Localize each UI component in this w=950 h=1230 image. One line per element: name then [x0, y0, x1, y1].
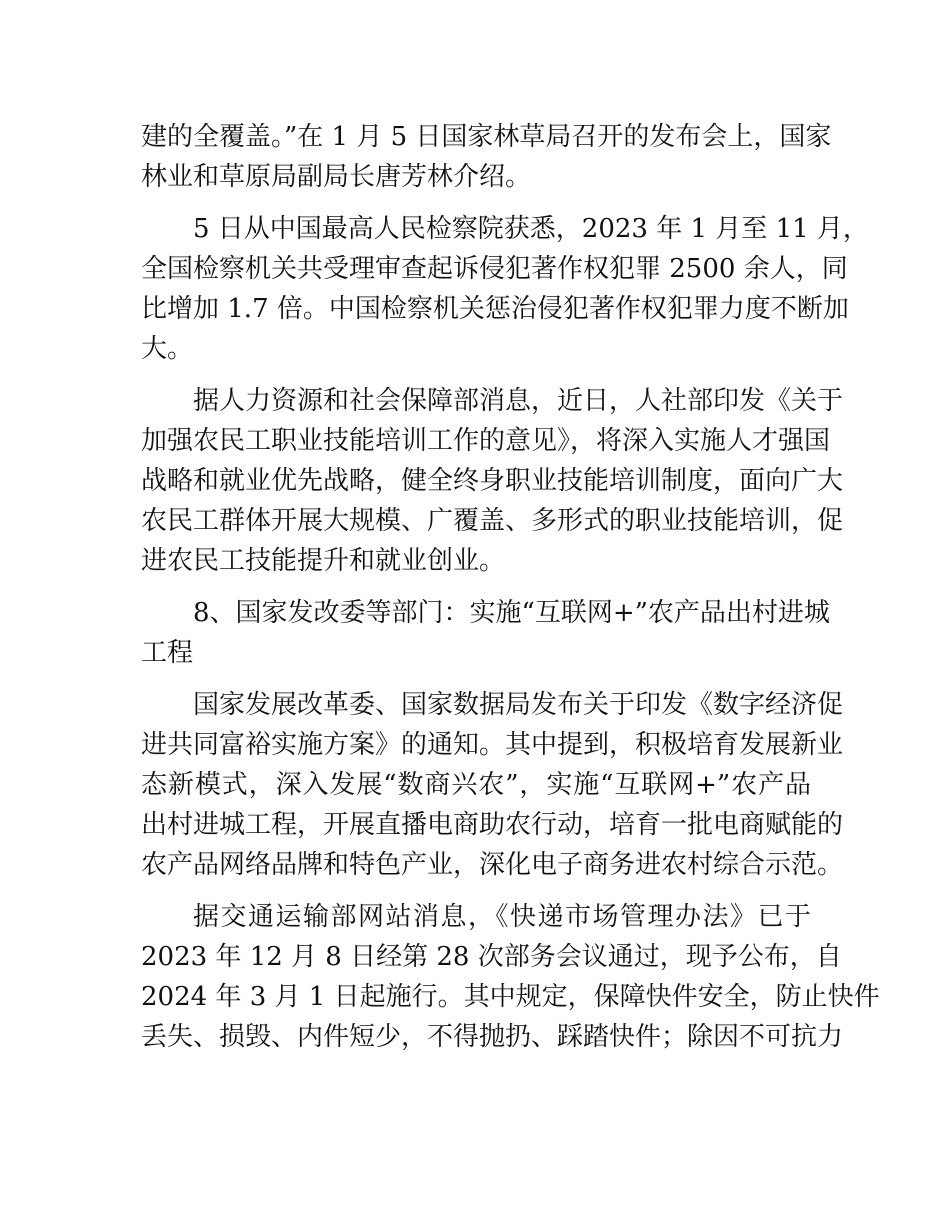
text-line: 据交通运输部网站消息，《快递市场管理办法》已于 [193, 902, 811, 932]
paragraph [141, 117, 832, 197]
text-line: 农民工群体开展大规模、广覆盖、多形式的职业技能培训，促 [141, 506, 844, 536]
text-line: 加强农民工职业技能培训工作的意见》，将深入实施人才强国 [141, 426, 831, 456]
text-line: 据人力资源和社会保障部消息，近日，人社部印发《关于 [193, 386, 844, 416]
text-line: 农产品网络品牌和特色产业，深化电子商务进农村综合示范。 [141, 850, 844, 880]
text-line: 全国检察机关共受理审查起诉侵犯著作权犯罪 2500 余人，同 [141, 254, 848, 284]
text-line: 丢失、损毁、内件短少，不得抛扔、踩踏快件；除因不可抗力 [141, 1022, 844, 1052]
paragraph [141, 685, 844, 885]
text-line: 8、国家发改委等部门：实施“互联网+”农产品出村进城 [193, 598, 830, 628]
text-line: 比增加 1.7 倍。中国检察机关惩治侵犯著作权犯罪力度不断加 [141, 294, 849, 324]
text-line: 2023 年 12 月 8 日经第 28 次部务会议通过，现予公布，自 [141, 942, 842, 972]
text-line: 工程 [141, 638, 194, 668]
section-heading [141, 593, 830, 673]
text-line: 国家发展改革委、国家数据局发布关于印发《数字经济促 [193, 690, 844, 720]
text-line: 进共同富裕实施方案》的通知。其中提到，积极培育发展新业 [141, 730, 844, 760]
text-line: 出村进城工程，开展直播电商助农行动，培育一批电商赋能的 [141, 810, 844, 840]
document-body [141, 117, 880, 1069]
text-line: 2024 年 3 月 1 日起施行。其中规定，保障快件安全，防止快件 [141, 982, 880, 1012]
text-line: 态新模式，深入发展“数商兴农”，实施“互联网+”农产品 [141, 770, 811, 800]
paragraph [141, 381, 844, 581]
text-line: 进农民工技能提升和就业创业。 [141, 546, 506, 576]
text-line: 大。 [141, 334, 194, 364]
text-line: 5 日从中国最高人民检察院获悉，2023 年 1 月至 11 月， [193, 214, 869, 244]
text-line: 建的全覆盖。”在 1 月 5 日国家林草局召开的发布会上，国家 [141, 122, 832, 152]
text-line: 战略和就业优先战略，健全终身职业技能培训制度，面向广大 [141, 466, 844, 496]
paragraph [141, 897, 880, 1057]
paragraph [141, 209, 869, 369]
text-line: 林业和草原局副局长唐芳林介绍。 [141, 162, 532, 192]
